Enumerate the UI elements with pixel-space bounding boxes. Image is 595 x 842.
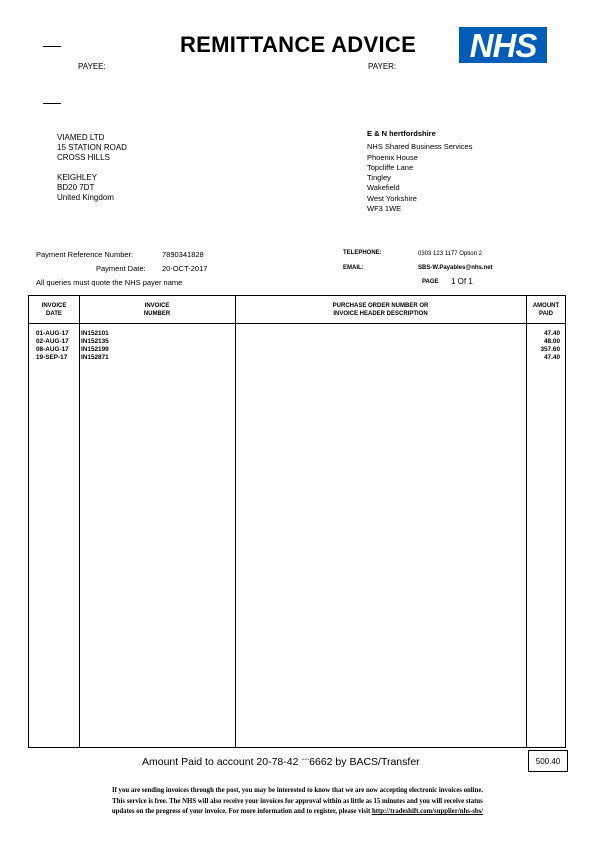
row-amount: 48.00 — [544, 338, 560, 345]
header-invoice-date: INVOICE DATE — [41, 303, 67, 317]
payee-address — [57, 133, 127, 203]
payee-line: 15 STATION ROAD — [57, 143, 127, 152]
fold-mark-bottom — [43, 103, 61, 104]
payment-date-label: Payment Date: — [96, 264, 146, 273]
footer-line: If you are sending invoices through the post, you may be interested to know that we are now accepting electronic invoices online. — [111, 787, 484, 794]
payer-line: WF3 1WE — [367, 204, 402, 214]
svg-text:NHS: NHS — [469, 27, 537, 63]
payer-line: West Yorkshire — [367, 193, 417, 203]
header-invoice-number: INVOICE NUMBER — [143, 303, 171, 317]
summary-text-before: Amount Paid to account 20-78-42 — [142, 756, 299, 768]
payer-line: Phoenix House — [367, 152, 418, 162]
row-date: 08-AUG-17 — [36, 346, 69, 353]
column-divider — [526, 296, 527, 747]
payment-date-value: 20-OCT-2017 — [162, 264, 208, 273]
payee-label: PAYEE: — [78, 62, 106, 71]
payment-ref-value: 7890341828 — [162, 250, 204, 259]
header-divider — [29, 323, 565, 324]
summary-text-after: 6662 by BACS/Transfer — [309, 756, 420, 768]
footer-notice — [30, 786, 565, 818]
payee-line — [57, 163, 127, 173]
payee-line: BD20 7DT — [57, 183, 95, 192]
payee-line: VIAMED LTD — [57, 133, 105, 142]
row-amount: 47.40 — [544, 330, 560, 337]
nhs-logo — [459, 27, 547, 63]
payer-address — [367, 129, 472, 214]
telephone-label: TELEPHONE: — [343, 250, 382, 256]
email-label: EMAIL: — [343, 265, 364, 271]
row-invoice-number: IN152101 — [81, 330, 109, 337]
payer-line: Wakefield — [367, 183, 400, 193]
row-date: 02-AUG-17 — [36, 338, 69, 345]
footer-line — [30, 807, 565, 818]
header-amount-paid: AMOUNT PAID — [532, 303, 560, 317]
header-description: PURCHASE ORDER NUMBER OR INVOICE HEADER DESCRIPTION — [332, 303, 429, 317]
footer-line-text: updates on the progress of your invoice. For more information and to register, please visit — [111, 808, 371, 815]
payer-line: Tingley — [367, 173, 391, 183]
page-value: 1 Of 1 — [451, 277, 473, 286]
payment-ref-label: Payment Reference Number: — [36, 250, 134, 259]
row-invoice-number: IN152871 — [81, 354, 109, 361]
total-amount: 500.40 — [528, 750, 568, 772]
row-amount: 47.40 — [544, 354, 560, 361]
payer-label: PAYER: — [368, 62, 397, 71]
masked-account: ***** — [301, 757, 310, 762]
row-amount: 357.60 — [540, 346, 560, 353]
queries-note: All queries must quote the NHS payer name — [36, 278, 183, 287]
row-date: 01-AUG-17 — [36, 330, 69, 337]
telephone-value: 0303 123 1177 Option 2 — [418, 251, 482, 257]
payer-line: NHS Shared Business Services — [367, 142, 473, 152]
payee-line: CROSS HILLS — [57, 153, 110, 162]
row-invoice-number: IN152135 — [81, 338, 109, 345]
payee-line: United Kingdom — [57, 193, 114, 202]
amount-paid-summary — [142, 756, 420, 768]
payer-line: Topcliffe Lane — [367, 162, 414, 172]
column-divider — [235, 296, 236, 747]
fold-mark-top — [43, 46, 61, 47]
invoice-table — [28, 295, 566, 748]
nhs-logo-graphic — [459, 27, 547, 63]
payee-line: KEIGHLEY — [57, 173, 98, 182]
column-divider — [79, 296, 80, 747]
document-title: REMITTANCE ADVICE — [179, 32, 417, 57]
page-label: PAGE — [422, 279, 439, 285]
tradeshift-link[interactable]: http://tradeshift.com/supplier/nhs-sbs/ — [371, 808, 484, 815]
footer-line: This service is free. The NHS will also receive your invoices for approval within as little as 15 minutes and you will receive status — [112, 797, 483, 805]
payer-line: E & N hertfordshire — [367, 129, 436, 138]
row-date: 19-SEP-17 — [36, 354, 68, 361]
email-value[interactable]: SBS-W.Payables@nhs.net — [418, 265, 493, 271]
row-invoice-number: IN152199 — [81, 346, 109, 353]
